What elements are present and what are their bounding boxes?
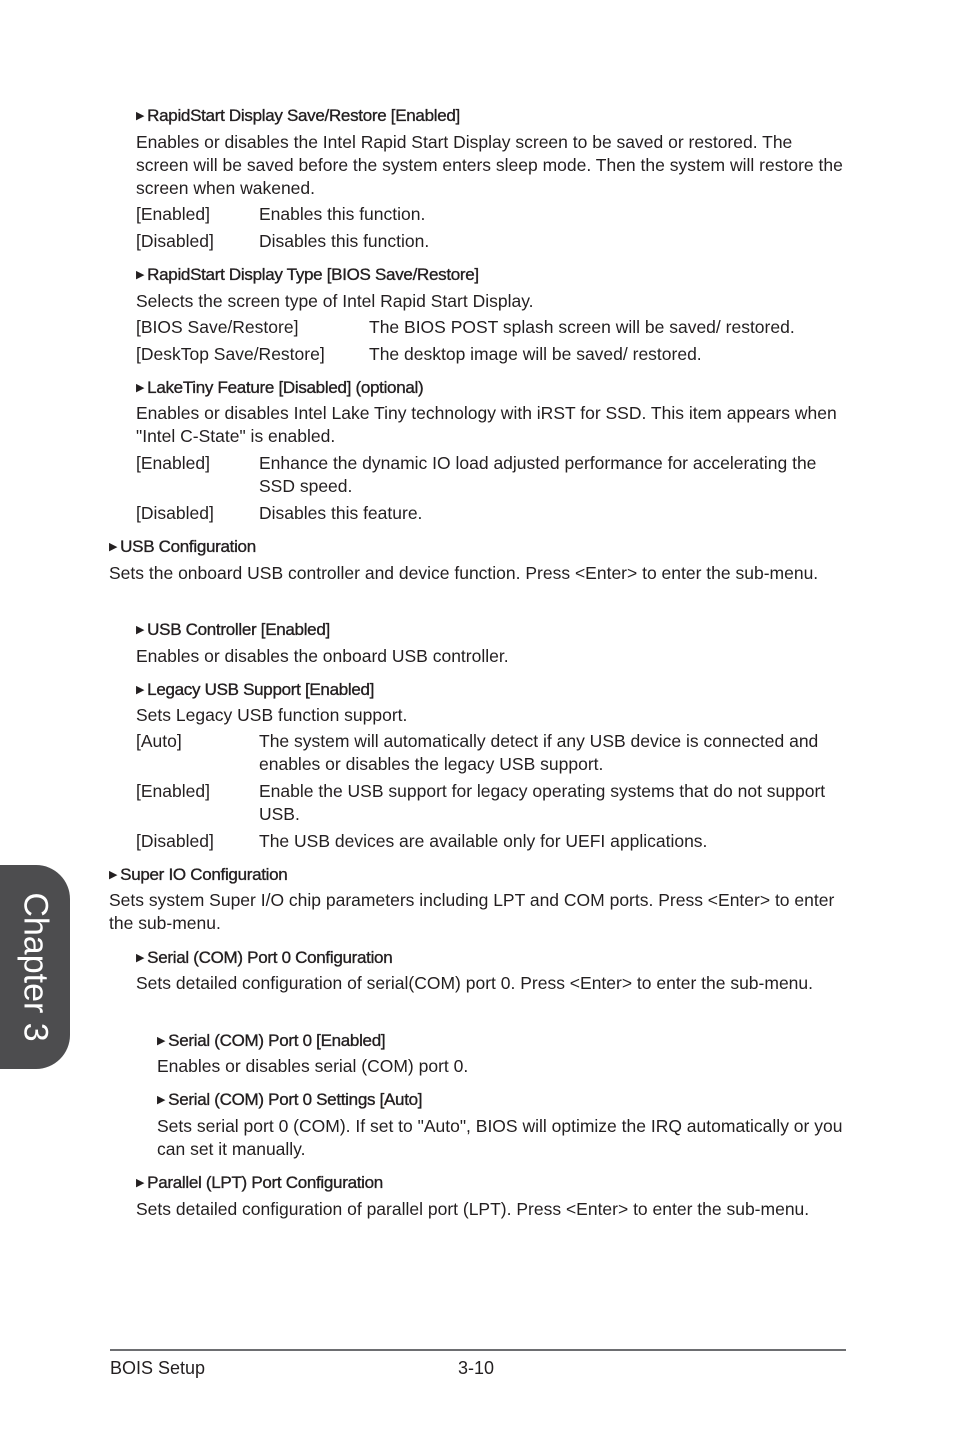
heading-text: USB Controller [Enabled] — [147, 620, 330, 639]
option-description: Disables this feature. — [259, 503, 423, 523]
section-heading — [109, 864, 287, 888]
bullet-triangle-icon: ▶ — [109, 869, 118, 881]
option-description: Disables this function. — [259, 231, 430, 251]
heading-text: RapidStart Display Type [BIOS Save/Restore] — [147, 265, 479, 284]
description-paragraph: Selects the screen type of Intel Rapid Start Display. — [136, 291, 534, 311]
chapter-tab — [0, 865, 70, 1069]
bullet-triangle-icon: ▶ — [136, 1177, 145, 1189]
option-row — [136, 502, 846, 525]
section-heading — [136, 105, 460, 129]
option-key: [Enabled] — [136, 204, 210, 224]
option-row — [136, 830, 846, 853]
bullet-triangle-icon: ▶ — [136, 110, 145, 122]
bullet-triangle-icon: ▶ — [157, 1094, 166, 1106]
option-description: The USB devices are available only for UEFI applications. — [259, 831, 708, 851]
option-key: [Enabled] — [136, 781, 210, 801]
description-paragraph: Sets the onboard USB controller and device function. Press <Enter> to enter the sub-menu. — [109, 563, 819, 583]
bullet-triangle-icon: ▶ — [136, 382, 145, 394]
heading-text: Parallel (LPT) Port Configuration — [147, 1173, 383, 1192]
option-description: Enhance the dynamic IO load adjusted performance for accelerating the SSD speed. — [259, 453, 817, 496]
footer-section-title: BOIS Setup — [110, 1358, 206, 1378]
option-key: [BIOS Save/Restore] — [136, 317, 299, 337]
option-key: [DeskTop Save/Restore] — [136, 344, 325, 364]
option-description: Enables this function. — [259, 204, 426, 224]
description-paragraph: Sets detailed configuration of serial(COM) port 0. Press <Enter> to enter the sub-menu. — [136, 973, 814, 993]
bullet-triangle-icon: ▶ — [136, 624, 145, 636]
heading-text: USB Configuration — [120, 537, 256, 556]
bullet-triangle-icon: ▶ — [136, 952, 145, 964]
option-row — [136, 780, 846, 826]
option-row — [136, 452, 846, 498]
option-key: [Auto] — [136, 731, 182, 751]
section-heading — [157, 1030, 385, 1054]
section-heading — [157, 1089, 422, 1113]
description-paragraph: Enables or disables the Intel Rapid Start Display screen to be saved or restored. The screen will be saved before the system enters sleep mode. Then the system will restore the screen when wakened. — [136, 132, 843, 198]
section-heading — [136, 947, 392, 971]
option-row — [136, 730, 846, 776]
description-paragraph: Enables or disables Intel Lake Tiny technology with iRST for SSD. This item appears when "Intel C-State" is enabled. — [136, 403, 837, 446]
option-description: The system will automatically detect if any USB device is connected and enables or disables the legacy USB support. — [259, 731, 819, 774]
heading-text: Serial (COM) Port 0 Configuration — [147, 948, 393, 967]
option-row — [136, 343, 846, 366]
chapter-label: Chapter 3 — [16, 892, 55, 1042]
heading-text: RapidStart Display Save/Restore [Enabled] — [147, 106, 460, 125]
section-heading — [136, 377, 423, 401]
section-heading — [136, 619, 330, 643]
option-row — [136, 316, 846, 339]
option-row — [136, 230, 846, 253]
description-paragraph: Sets Legacy USB function support. — [136, 705, 408, 725]
heading-text: Super IO Configuration — [120, 865, 288, 884]
heading-text: LakeTiny Feature [Disabled] (optional) — [147, 378, 424, 397]
section-heading — [136, 679, 374, 703]
description-paragraph: Sets detailed configuration of parallel port (LPT). Press <Enter> to enter the sub-menu. — [136, 1199, 810, 1219]
option-key: [Disabled] — [136, 231, 214, 251]
bullet-triangle-icon: ▶ — [109, 541, 118, 553]
option-description: The BIOS POST splash screen will be saved/ restored. — [369, 317, 795, 337]
heading-text: Serial (COM) Port 0 [Enabled] — [168, 1031, 386, 1050]
option-key: [Disabled] — [136, 503, 214, 523]
page-number: 3-10 — [458, 1358, 495, 1378]
bullet-triangle-icon: ▶ — [157, 1035, 166, 1047]
option-key: [Disabled] — [136, 831, 214, 851]
section-heading — [136, 264, 479, 288]
footer-rule — [110, 1349, 846, 1351]
option-row — [136, 203, 846, 226]
description-paragraph: Enables or disables the onboard USB controller. — [136, 646, 509, 666]
bullet-triangle-icon: ▶ — [136, 684, 145, 696]
section-heading — [109, 536, 256, 560]
section-heading — [136, 1172, 383, 1196]
description-paragraph: Enables or disables serial (COM) port 0. — [157, 1056, 469, 1076]
heading-text: Serial (COM) Port 0 Settings [Auto] — [168, 1090, 423, 1109]
description-paragraph: Sets serial port 0 (COM). If set to "Auto", BIOS will optimize the IRQ automatically or you can set it manually. — [157, 1116, 843, 1159]
option-key: [Enabled] — [136, 453, 210, 473]
description-paragraph: Sets system Super I/O chip parameters including LPT and COM ports. Press <Enter> to enter the sub-menu. — [109, 890, 835, 933]
bullet-triangle-icon: ▶ — [136, 269, 145, 281]
option-description: Enable the USB support for legacy operating systems that do not support USB. — [259, 781, 826, 824]
heading-text: Legacy USB Support [Enabled] — [147, 680, 375, 699]
option-description: The desktop image will be saved/ restored. — [369, 344, 702, 364]
